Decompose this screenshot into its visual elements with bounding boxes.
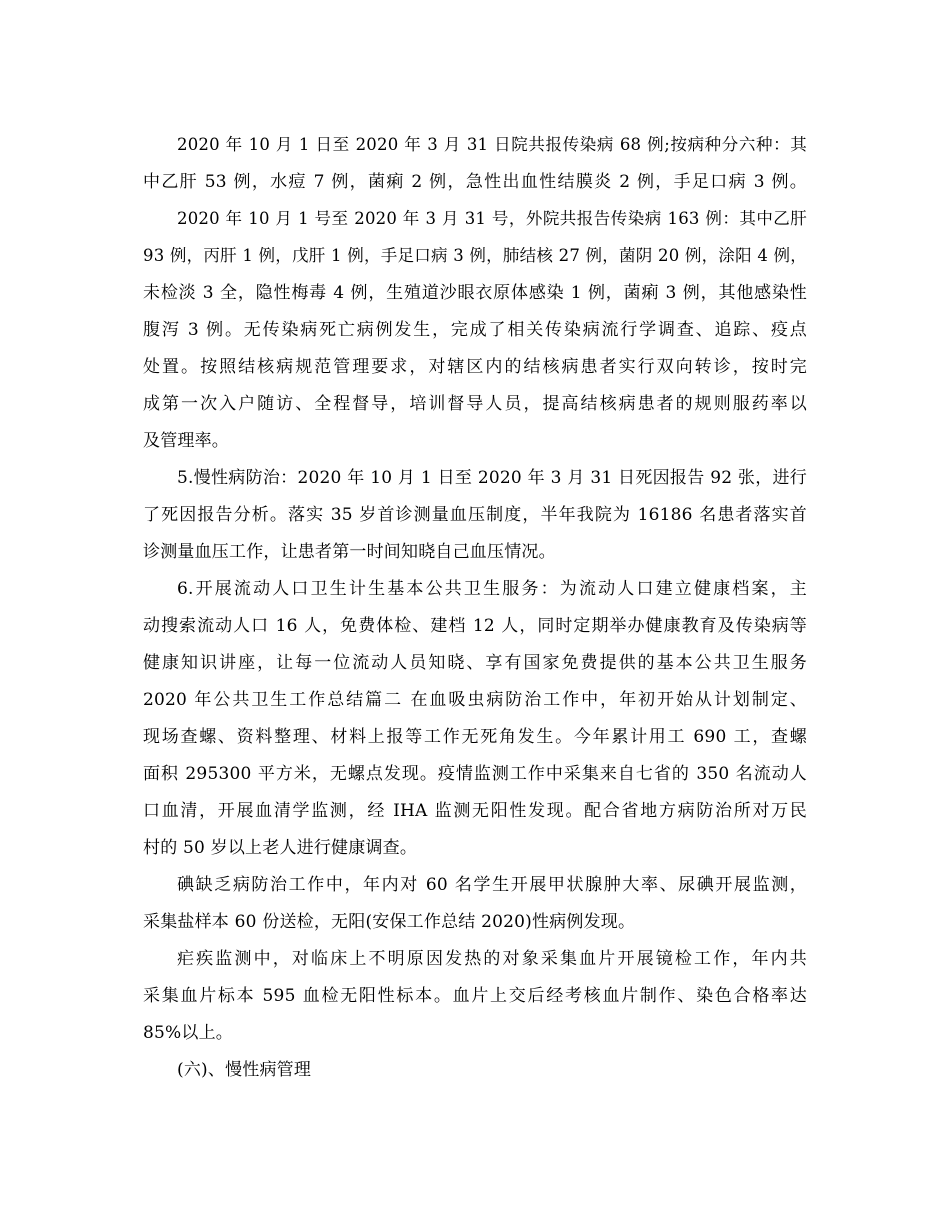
text-line: 2020 年 10 月 1 号至 2020 年 3 月 31 号，外院共报告传染病 163 例：其中乙肝: [177, 209, 807, 228]
text-line: 动搜索流动人口 16 人，免费体检、建档 12 人，同时定期举办健康教育及传染病等: [143, 616, 807, 636]
text-line: 及管理率。: [143, 431, 229, 451]
text-line: 85%以上。: [143, 1023, 233, 1043]
text-line: 采集盐样本 60 份送检，无阳(安保工作总结 2020)性病例发现。: [143, 912, 636, 932]
text-line: 碘缺乏病防治工作中，年内对 60 名学生开展甲状腺肿大率、尿碘开展监测，: [177, 875, 807, 895]
text-line: 诊测量血压工作，让患者第一时间知晓自己血压情况。: [143, 542, 556, 562]
text-line: 村的 50 岁以上老人进行健康调查。: [143, 838, 418, 858]
text-line: 6.开展流动人口卫生计生基本公共卫生服务：为流动人口建立健康档案，主: [177, 579, 807, 599]
text-line: 疟疾监测中，对临床上不明原因发热的对象采集血片开展镜检工作，年内共: [177, 949, 807, 969]
text-line: 采集血片标本 595 血检无阳性标本。血片上交后经考核血片制作、染色合格率达: [143, 986, 807, 1006]
text-line: 成第一次入户随访、全程督导，培训督导人员，提高结核病患者的规则服药率以: [143, 394, 807, 414]
text-line: 2020 年公共卫生工作总结篇二 在血吸虫病防治工作中，年初开始从计划制定、: [143, 690, 807, 710]
text-line: 2020 年 10 月 1 日至 2020 年 3 月 31 日院共报传染病 68 例;按病种分六种：其: [177, 135, 807, 154]
text-line: 健康知识讲座，让每一位流动人员知晓、享有国家免费提供的基本公共卫生服务: [143, 653, 807, 673]
text-line: 了死因报告分析。落实 35 岁首诊测量血压制度，半年我院为 16186 名患者落实首: [143, 505, 807, 525]
text-line: 腹泻 3 例。无传染病死亡病例发生，完成了相关传染病流行学调查、追踪、疫点: [143, 320, 807, 340]
text-line: 口血清，开展血清学监测，经 IHA 监测无阳性发现。配合省地方病防治所对万民: [143, 801, 807, 821]
text-line: 未检淡 3 全，隐性梅毒 4 例，生殖道沙眼衣原体感染 1 例，菌痢 3 例，其他感染性: [143, 283, 807, 303]
text-line: 中乙肝 53 例，水痘 7 例，菌痢 2 例，急性出血性结膜炎 2 例，手足口病 3 例。: [143, 172, 807, 192]
text-line: 处置。按照结核病规范管理要求，对辖区内的结核病患者实行双向转诊，按时完: [143, 357, 807, 377]
text-line: 现场查螺、资料整理、材料上报等工作无死角发生。今年累计用工 690 工，查螺: [143, 727, 807, 747]
text-line: 面积 295300 平方米，无螺点发现。疫情监测工作中采集来自七省的 350 名流动人: [143, 764, 807, 784]
text-line: 93 例，丙肝 1 例，戊肝 1 例，手足口病 3 例，肺结核 27 例，菌阴 20 例，涂阳 4 例，: [143, 246, 807, 265]
text-line: 5.慢性病防治：2020 年 10 月 1 日至 2020 年 3 月 31 日死因报告 92 张，进行: [177, 468, 807, 488]
section-heading: (六)、慢性病管理: [177, 1060, 312, 1080]
